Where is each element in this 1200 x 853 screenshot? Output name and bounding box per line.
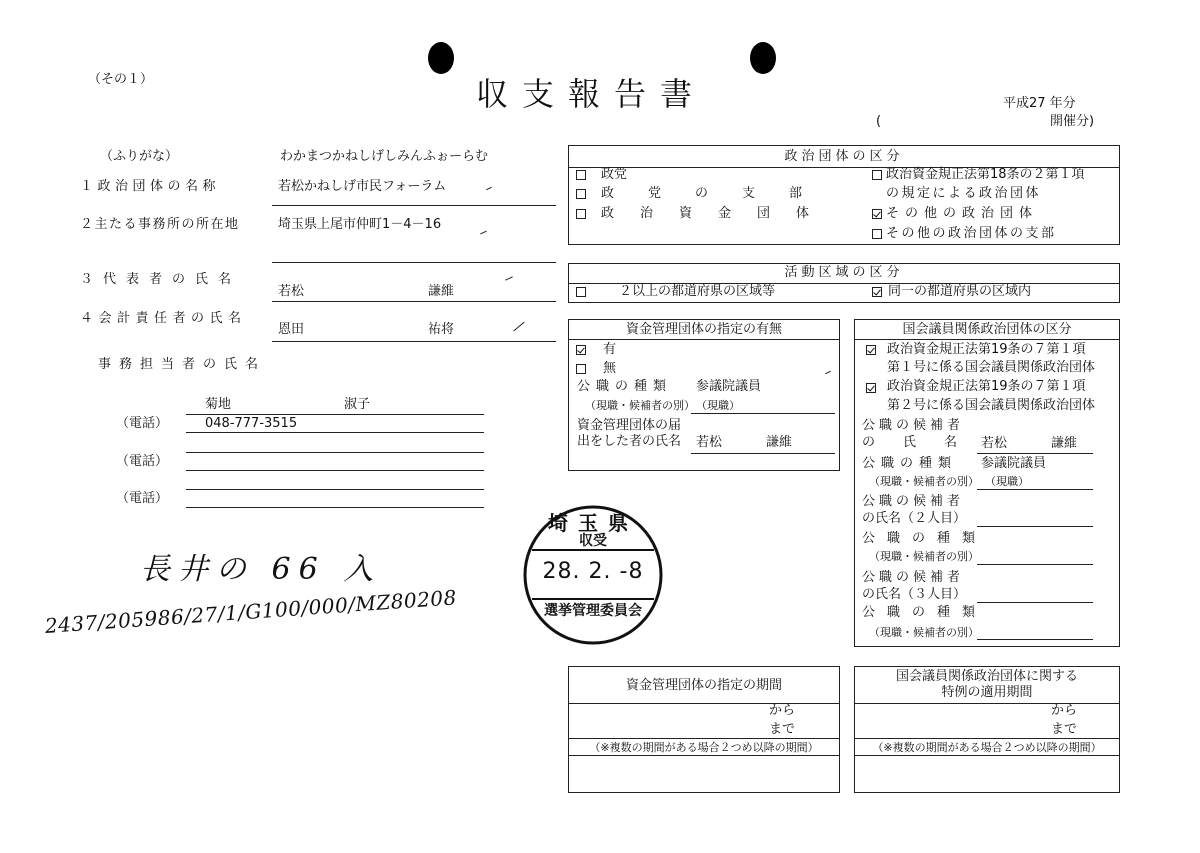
phone-underline-3 <box>186 507 484 508</box>
session-close: 開催分) <box>1050 114 1095 129</box>
period-right-to: まで <box>1051 722 1078 737</box>
clerk-surname: 菊地 <box>205 397 232 412</box>
diet-box <box>854 319 1120 647</box>
stamp-mid: 収受 <box>579 533 607 549</box>
fund-notif-given: 謙維 <box>766 435 793 450</box>
period-box-left <box>568 666 840 793</box>
rep-label: ３代表者の氏名 <box>80 272 242 287</box>
stamp-top: 埼玉県 <box>548 511 638 535</box>
furigana-label: （ふりがな） <box>100 149 179 164</box>
rep-surname: 若松 <box>278 284 305 299</box>
office-value: 埼玉県上尾市仲町1－4－16 <box>278 217 442 232</box>
category-box-title: 政治団体の区分 <box>784 149 904 164</box>
option-party-branch: 政党の支部 <box>601 186 837 201</box>
diet-pos2-sub: （現職・候補者の別） <box>869 550 979 563</box>
diet-opt2-l2: 第２号に係る国会議員関係政治団体 <box>887 398 1096 413</box>
checkbox-fund-group[interactable] <box>576 209 586 219</box>
period-right-title-l1: 国会議員関係政治団体に関する <box>895 669 1078 684</box>
checkbox-fund-yes[interactable] <box>576 345 586 355</box>
option-fund-group: 政治資金団体 <box>601 206 836 221</box>
option-fund-no: 無 <box>603 361 617 376</box>
diet-cand-l2: の氏名 <box>862 435 986 450</box>
checkbox-art18[interactable] <box>872 170 882 180</box>
period-box-right <box>854 666 1120 793</box>
period-left-to: まで <box>769 722 796 737</box>
diet-cand-given: 謙維 <box>1051 436 1078 451</box>
clerk3-underline <box>186 489 484 490</box>
checkbox-other-branch[interactable] <box>872 229 882 239</box>
checkbox-party[interactable] <box>576 170 586 180</box>
treasurer-underline <box>272 341 556 342</box>
fund-box <box>568 319 840 471</box>
option-other-group: その他の政治団体 <box>886 206 1039 221</box>
checkbox-other-group[interactable] <box>872 209 882 219</box>
checkbox-party-branch[interactable] <box>576 189 586 199</box>
checkbox-diet-no2[interactable] <box>866 383 876 393</box>
office-underline <box>272 262 556 263</box>
checkbox-fund-no[interactable] <box>576 364 586 374</box>
diet-pos3-sub: （現職・候補者の別） <box>869 626 979 639</box>
handwritten-note-2: 2437/205986/27/1/G100/000/MZ80208 <box>44 585 458 638</box>
fund-notif-l2: 出をした者の氏名 <box>577 434 682 449</box>
phone-value-1: 048-777-3515 <box>205 416 298 431</box>
page-title: 収支報告書 <box>476 75 707 113</box>
checkbox-diet-no1[interactable] <box>866 345 876 355</box>
session-open: ( <box>876 114 882 129</box>
area-box-title: 活動区域の区分 <box>784 265 904 280</box>
fund-notif-l1: 資金管理団体の届 <box>577 418 682 433</box>
fund-box-title: 資金管理団体の指定の有無 <box>625 322 782 337</box>
check-mark <box>825 371 831 374</box>
diet-cand-l1: 公職の候補者 <box>862 418 965 433</box>
diet-opt1-l2: 第１号に係る国会議員関係政治団体 <box>887 360 1096 375</box>
diet-opt1-l1: 政治資金規正法第19条の７第１項 <box>887 342 1086 357</box>
option-other-branch: その他の政治団体の支部 <box>886 226 1057 241</box>
diet-cand2-l1: 公職の候補者 <box>862 494 965 509</box>
treasurer-surname: 恩田 <box>278 322 305 337</box>
period-right-title-l2: 特例の適用期間 <box>941 685 1033 700</box>
clerk-label: 事務担当者の氏名 <box>98 357 267 372</box>
diet-cand3-l1: 公職の候補者 <box>862 570 965 585</box>
fund-pos-label: 公職の種類 <box>577 379 673 394</box>
checkbox-same-pref[interactable] <box>872 287 882 297</box>
option-same-pref: 同一の都道府県の区域内 <box>888 284 1032 299</box>
stamp-bottom: 選挙管理委員会 <box>544 603 642 619</box>
option-art18-l1: 政治資金規正法第18条の２第１項 <box>886 167 1085 182</box>
punch-hole-right <box>750 42 776 74</box>
period-left-note: （※複数の期間がある場合２つめ以降の期間） <box>589 741 819 754</box>
phone-label-1: （電話） <box>116 416 169 431</box>
period-left-title: 資金管理団体の指定の期間 <box>625 678 782 693</box>
furigana-value: わかまつかねしげしみんふぉーらむ <box>280 149 489 164</box>
check-mark <box>505 276 513 280</box>
page-label: （その１） <box>88 72 154 87</box>
fund-pos-value: 参議院議員 <box>696 379 762 394</box>
diet-cand2-l2: の氏名（２人目） <box>862 511 967 526</box>
treasurer-label: ４会計責任者の氏名 <box>80 311 247 326</box>
area-box <box>568 263 1120 303</box>
option-multi-pref: ２以上の都道府県の区域等 <box>619 284 776 299</box>
office-label: ２主たる事務所の所在地 <box>80 217 240 232</box>
fund-notif-surname: 若松 <box>696 435 723 450</box>
check-mark <box>486 187 492 190</box>
period-left-from: から <box>769 703 796 718</box>
check-mark <box>513 322 524 332</box>
diet-pos-sub: （現職・候補者の別） <box>869 475 979 488</box>
diet-cand-surname: 若松 <box>981 436 1008 451</box>
punch-hole-left <box>428 42 454 74</box>
diet-opt2-l1: 政治資金規正法第19条の７第１項 <box>887 379 1086 394</box>
check-mark <box>480 231 487 235</box>
diet-cand3-l2: の氏名（３人目） <box>862 587 967 602</box>
checkbox-multi-pref[interactable] <box>576 287 586 297</box>
rep-underline <box>272 301 556 302</box>
org-name-value: 若松かねしげ市民フォーラム <box>278 179 447 194</box>
treasurer-given: 祐将 <box>428 322 455 337</box>
phone-label-3: （電話） <box>116 491 169 506</box>
rep-given: 謙維 <box>428 284 455 299</box>
clerk-underline <box>186 414 484 415</box>
phone-underline-1 <box>186 432 484 433</box>
diet-pos2-label: 公職の種類 <box>862 531 988 546</box>
option-fund-yes: 有 <box>603 342 617 357</box>
diet-pos-value: 参議院議員 <box>981 456 1047 471</box>
report-year: 平成27 年分 <box>1003 96 1076 111</box>
org-name-label: １政治団体の名称 <box>80 179 221 194</box>
clerk2-underline <box>186 452 484 453</box>
phone-label-2: （電話） <box>116 454 169 469</box>
category-box <box>568 145 1120 245</box>
option-art18-l2: の規定による政治団体 <box>886 186 1042 201</box>
stamp-date: 28. 2. -8 <box>542 559 644 584</box>
diet-pos3-label: 公職の種類 <box>862 605 988 620</box>
period-right-from: から <box>1051 703 1078 718</box>
handwritten-note-1: 長井の 66 入 <box>140 552 382 587</box>
fund-pos-sub-value: （現職） <box>696 399 740 412</box>
clerk-given: 淑子 <box>344 397 371 412</box>
option-party: 政党 <box>601 167 628 182</box>
diet-box-title: 国会議員関係政治団体の区分 <box>902 322 1072 337</box>
fund-pos-sub: （現職・候補者の別） <box>585 399 695 412</box>
period-right-note: （※複数の期間がある場合２つめ以降の期間） <box>872 741 1102 754</box>
org-name-underline <box>272 205 556 206</box>
diet-pos-sub-value: （現職） <box>985 475 1029 488</box>
diet-pos-label: 公職の種類 <box>862 456 958 471</box>
phone-underline-2 <box>186 470 484 471</box>
